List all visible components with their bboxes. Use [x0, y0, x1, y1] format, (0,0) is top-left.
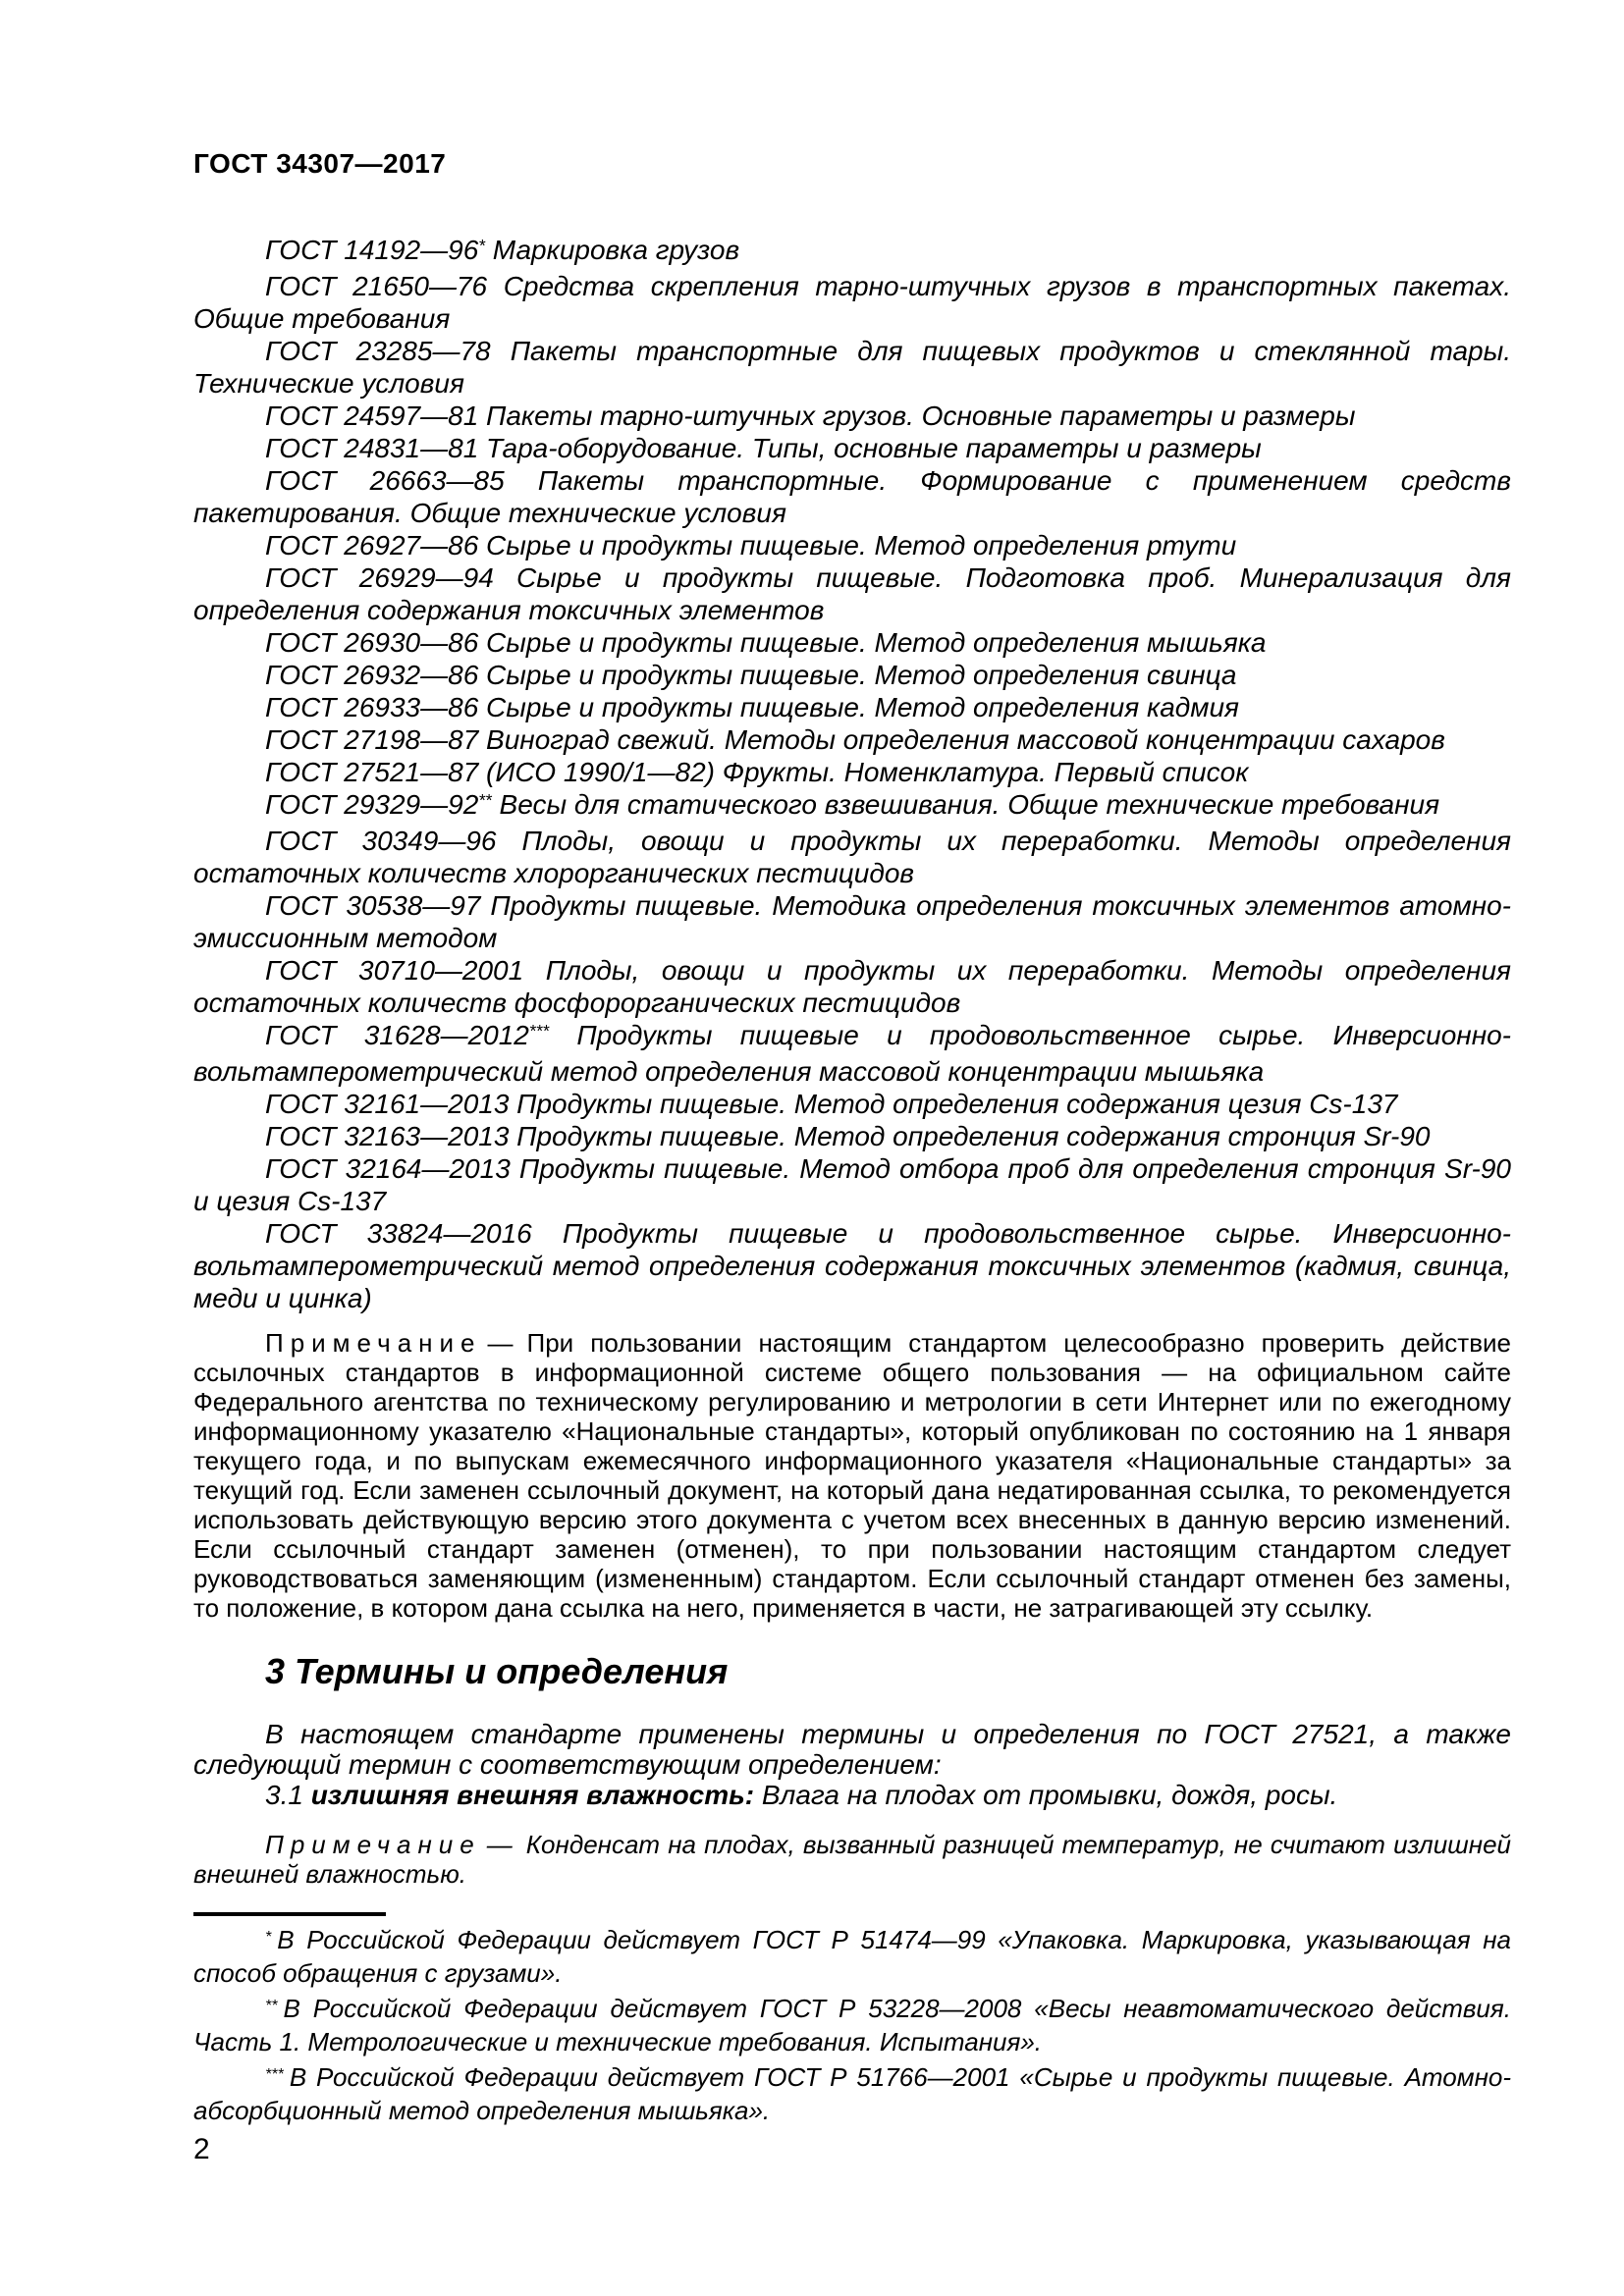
reference-item	[193, 954, 1511, 1019]
footnote-reference-marker: *	[478, 236, 486, 256]
note-dash: —	[487, 1328, 514, 1358]
references-list	[193, 234, 1511, 1314]
reference-text: ГОСТ 31628—2012	[265, 1020, 529, 1050]
note-text: Конденсат на плодах, вызванный разницей температур, не считают излишней внешней влажностью.	[193, 1830, 1511, 1889]
reference-text: ГОСТ 26933—86 Сырье и продукты пищевые. Метод определения кадмия	[265, 692, 1239, 722]
reference-item	[193, 432, 1511, 464]
reference-text: ГОСТ 26927—86 Сырье и продукты пищевые. Метод определения ртути	[265, 530, 1237, 561]
footnote-item	[193, 2062, 1511, 2125]
reference-item	[193, 1088, 1511, 1120]
reference-item	[193, 561, 1511, 626]
reference-item	[193, 270, 1511, 335]
footnote-item	[193, 1925, 1511, 1988]
term-definition-text: Влага на плодах от промывки, дождя, росы.	[754, 1780, 1338, 1810]
term-name: излишняя внешняя влажность:	[310, 1780, 755, 1810]
reference-text: ГОСТ 33824—2016 Продукты пищевые и продовольственное сырье. Инверсионно-вольтамперометрический метод определения содержания токсичных элементов (кадмия, свинца, меди и цинка)	[193, 1218, 1511, 1313]
reference-text: ГОСТ 27521—87 (ИСО 1990/1—82) Фрукты. Номенклатура. Первый список	[265, 757, 1249, 787]
footnote-text: В Российской Федерации действует ГОСТ Р 53228—2008 «Весы неавтоматического действия. Часть 1. Метрологические и технические требования. Испытания».	[193, 1994, 1511, 2056]
reference-text: ГОСТ 29329—92	[265, 789, 479, 820]
reference-text: Весы для статического взвешивания. Общие технические требования	[491, 789, 1440, 820]
reference-text: ГОСТ 23285—78 Пакеты транспортные для пищевых продуктов и стеклянной тары. Технические условия	[193, 336, 1511, 399]
reference-text: ГОСТ 30349—96 Плоды, овощи и продукты их переработки. Методы определения остаточных количеств хлорорганических пестицидов	[193, 826, 1511, 888]
footnotes-list	[193, 1925, 1511, 2125]
reference-text: ГОСТ 26929—94 Сырье и продукты пищевые. Подготовка проб. Минерализация для определения содержания токсичных элементов	[193, 562, 1511, 625]
reference-item	[193, 464, 1511, 529]
reference-text: ГОСТ 24597—81 Пакеты тарно-штучных грузов. Основные параметры и размеры	[265, 400, 1356, 431]
reference-text: ГОСТ 30538—97 Продукты пищевые. Методика определения токсичных элементов атомно-эмиссионным методом	[193, 890, 1511, 953]
page-number: 2	[193, 2133, 210, 2165]
footnote-divider	[193, 1912, 386, 1916]
reference-text: ГОСТ 24831—81 Тара-оборудование. Типы, основные параметры и размеры	[265, 433, 1262, 463]
reference-text: ГОСТ 26932—86 Сырье и продукты пищевые. Метод определения свинца	[265, 660, 1237, 690]
footnote-text: В Российской Федерации действует ГОСТ Р 51474—99 «Упаковка. Маркировка, указывающая на способ обращения с грузами».	[193, 1925, 1511, 1988]
footnote-marker: ***	[265, 2064, 284, 2083]
reference-item	[193, 1120, 1511, 1152]
reference-item	[193, 335, 1511, 400]
note-dash: —	[486, 1830, 513, 1859]
footnote-text: В Российской Федерации действует ГОСТ Р 51766—2001 «Сырье и продукты пищевые. Атомно-абсорбционный метод определения мышьяка».	[193, 2062, 1511, 2125]
reference-item	[193, 234, 1511, 270]
reference-item	[193, 626, 1511, 659]
reference-item	[193, 1019, 1511, 1088]
reference-item	[193, 659, 1511, 691]
note-label: Примечание	[265, 1830, 481, 1859]
reference-item	[193, 889, 1511, 954]
reference-item	[193, 825, 1511, 889]
reference-text: ГОСТ 32164—2013 Продукты пищевые. Метод отбора проб для определения стронция Sr-90 и цезия Cs-137	[193, 1153, 1511, 1216]
footnote-marker: **	[265, 1996, 278, 2014]
reference-text: Маркировка грузов	[485, 235, 740, 265]
reference-text: ГОСТ 26930—86 Сырье и продукты пищевые. Метод определения мышьяка	[265, 627, 1267, 658]
term-definition	[193, 1780, 1511, 1810]
reference-item	[193, 1152, 1511, 1217]
reference-text: ГОСТ 32161—2013 Продукты пищевые. Метод определения содержания цезия Cs-137	[265, 1089, 1398, 1119]
reference-item	[193, 756, 1511, 788]
footnote-reference-marker: ***	[528, 1021, 550, 1041]
reference-item	[193, 400, 1511, 432]
reference-text: ГОСТ 30710—2001 Плоды, овощи и продукты их переработки. Методы определения остаточных количеств фосфорорганических пестицидов	[193, 955, 1511, 1018]
reference-text: ГОСТ 21650—76 Средства скрепления тарно-штучных грузов в транспортных пакетах. Общие требования	[193, 271, 1511, 334]
footnote-marker: *	[265, 1927, 272, 1946]
reference-item	[193, 788, 1511, 825]
reference-item	[193, 529, 1511, 561]
reference-text: ГОСТ 14192—96	[265, 235, 479, 265]
reference-text: Продукты пищевые и продовольственное сырье. Инверсионно-вольтамперометрический метод определения массовой концентрации мышьяка	[193, 1020, 1512, 1087]
section-intro: В настоящем стандарте применены термины и определения по ГОСТ 27521, а также следующий термин с соответствующим определением:	[193, 1719, 1511, 1780]
reference-item	[193, 723, 1511, 756]
reference-text: ГОСТ 27198—87 Виноград свежий. Методы определения массовой концентрации сахаров	[265, 724, 1445, 755]
reference-item	[193, 691, 1511, 723]
term-note	[193, 1830, 1511, 1889]
section-heading: 3 Термины и определения	[265, 1651, 729, 1691]
document-header: ГОСТ 34307—2017	[193, 148, 447, 179]
reference-item	[193, 1217, 1511, 1314]
note-text: При пользовании настоящим стандартом целесообразно проверить действие ссылочных стандартов в информационной системе общего пользования — на официальном сайте Федерального агентства по техническому регулированию и метрологии в сети Интернет или по ежегодному информационному указателю «Национальные стандарты», который опубликован по состоянию на 1 января текущего года, и по выпускам ежемесячного информационного указателя «Национальные стандарты» за текущий год. Если заменен ссылочный документ, на который дана недатированная ссылка, то рекомендуется использовать действующую версию этого документа с учетом всех внесенных в данную версию изменений. Если ссылочный стандарт заменен (отменен), то при пользовании настоящим стандартом следует руководствоваться заменяющим (измененным) стандартом. Если ссылочный стандарт отменен без замены, то положение, в котором дана ссылка на него, применяется в части, не затрагивающей эту ссылку.	[193, 1328, 1511, 1623]
footnote-reference-marker: **	[478, 790, 492, 811]
reference-text: ГОСТ 32163—2013 Продукты пищевые. Метод определения содержания стронция Sr-90	[265, 1121, 1431, 1151]
references-note	[193, 1328, 1511, 1623]
note-label: Примечание	[265, 1328, 482, 1358]
reference-text: ГОСТ 26663—85 Пакеты транспортные. Формирование с применением средств пакетирования. Общие технические условия	[193, 465, 1511, 528]
footnote-item	[193, 1994, 1511, 2056]
term-number: 3.1	[265, 1780, 311, 1810]
